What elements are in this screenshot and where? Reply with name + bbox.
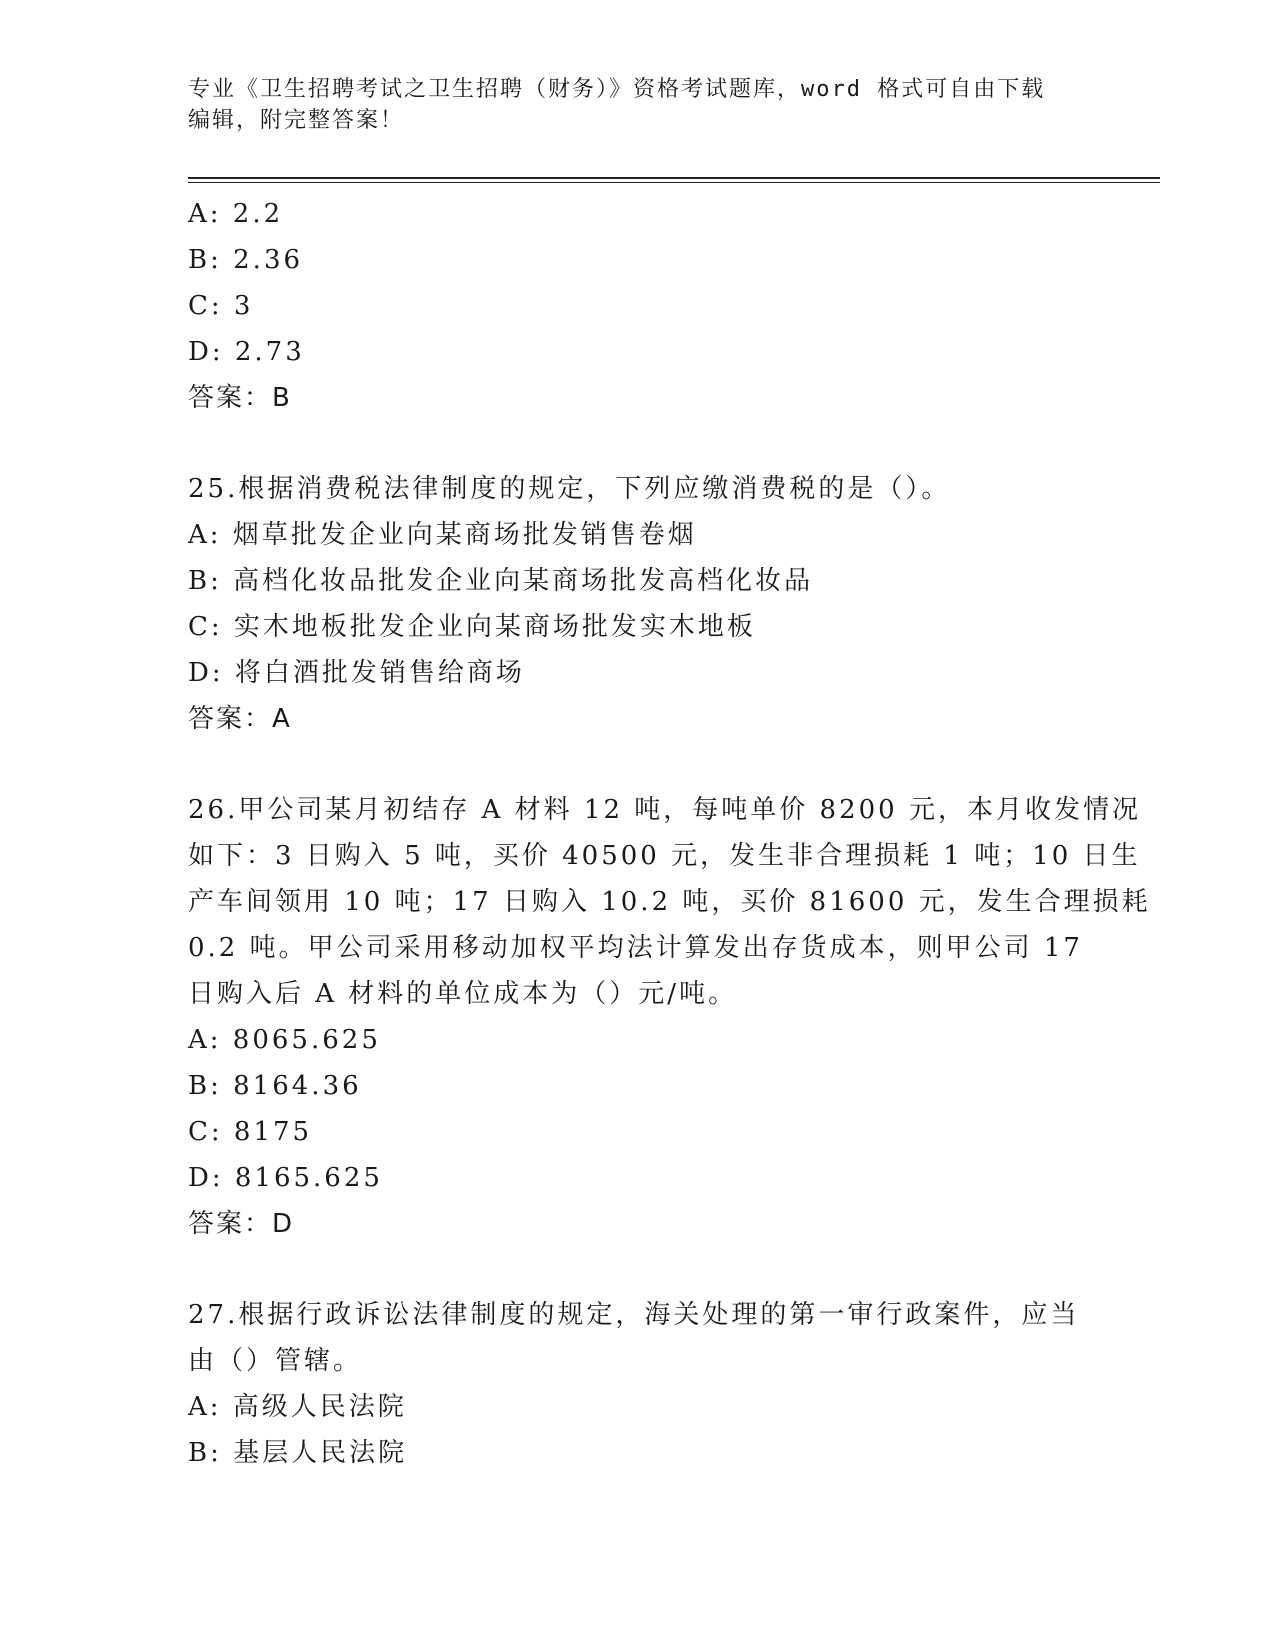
question-text: 25.根据消费税法律制度的规定，下列应缴消费税的是（）。 [188, 474, 951, 504]
question-25 [188, 466, 1088, 742]
answer-label: 答案：A [188, 704, 292, 734]
option-b: B: 2.36 [188, 245, 304, 275]
option-b: B: 高档化妆品批发企业向某商场批发高档化妆品 [188, 566, 814, 596]
question-text-line: 如下：3 日购入 5 吨，买价 40500 元，发生非合理损耗 1 吨；10 日生 [188, 841, 1141, 871]
option-c: C: 实木地板批发企业向某商场批发实木地板 [188, 612, 756, 642]
question-text-line: 由（）管辖。 [188, 1346, 363, 1376]
option-b: B: 8164.36 [188, 1071, 362, 1101]
option-a: A: 2.2 [188, 199, 284, 229]
option-a: A: 高级人民法院 [188, 1392, 407, 1422]
question-list [188, 191, 1151, 1476]
option-a: A: 8065.625 [188, 1025, 381, 1055]
question-24 [188, 191, 1088, 421]
answer-label: 答案：D [188, 1209, 295, 1239]
question-27 [188, 1292, 1088, 1476]
option-c: C: 8175 [188, 1117, 313, 1147]
question-26 [188, 787, 1151, 1247]
question-text-line: 产车间领用 10 吨；17 日购入 10.2 吨，买价 81600 元，发生合理损耗 [188, 887, 1151, 917]
option-d: D: 8165.625 [188, 1163, 383, 1193]
header-line-1: 专业《卫生招聘考试之卫生招聘（财务）》资格考试题库，word 格式可自由下载 [188, 77, 1046, 102]
option-a: A: 烟草批发企业向某商场批发销售卷烟 [188, 520, 697, 550]
option-b: B: 基层人民法院 [188, 1438, 408, 1468]
answer-label: 答案：B [188, 383, 292, 413]
option-d: D: 2.73 [188, 337, 305, 367]
header-line-2: 编辑，附完整答案！ [188, 108, 405, 133]
option-d: D: 将白酒批发销售给商场 [188, 658, 525, 688]
document-header [188, 74, 1068, 136]
header-divider-thick [188, 177, 1160, 179]
question-text-line: 27.根据行政诉讼法律制度的规定，海关处理的第一审行政案件，应当 [188, 1300, 1080, 1330]
question-text-line: 26.甲公司某月初结存 A 材料 12 吨，每吨单价 8200 元，本月收发情况 [188, 795, 1141, 825]
question-text-line: 0.2 吨。甲公司采用移动加权平均法计算发出存货成本，则甲公司 17 [188, 933, 1083, 963]
question-text-line: 日购入后 A 材料的单位成本为（）元/吨。 [188, 979, 738, 1009]
option-c: C: 3 [188, 291, 254, 321]
header-divider-thin [188, 182, 1160, 183]
